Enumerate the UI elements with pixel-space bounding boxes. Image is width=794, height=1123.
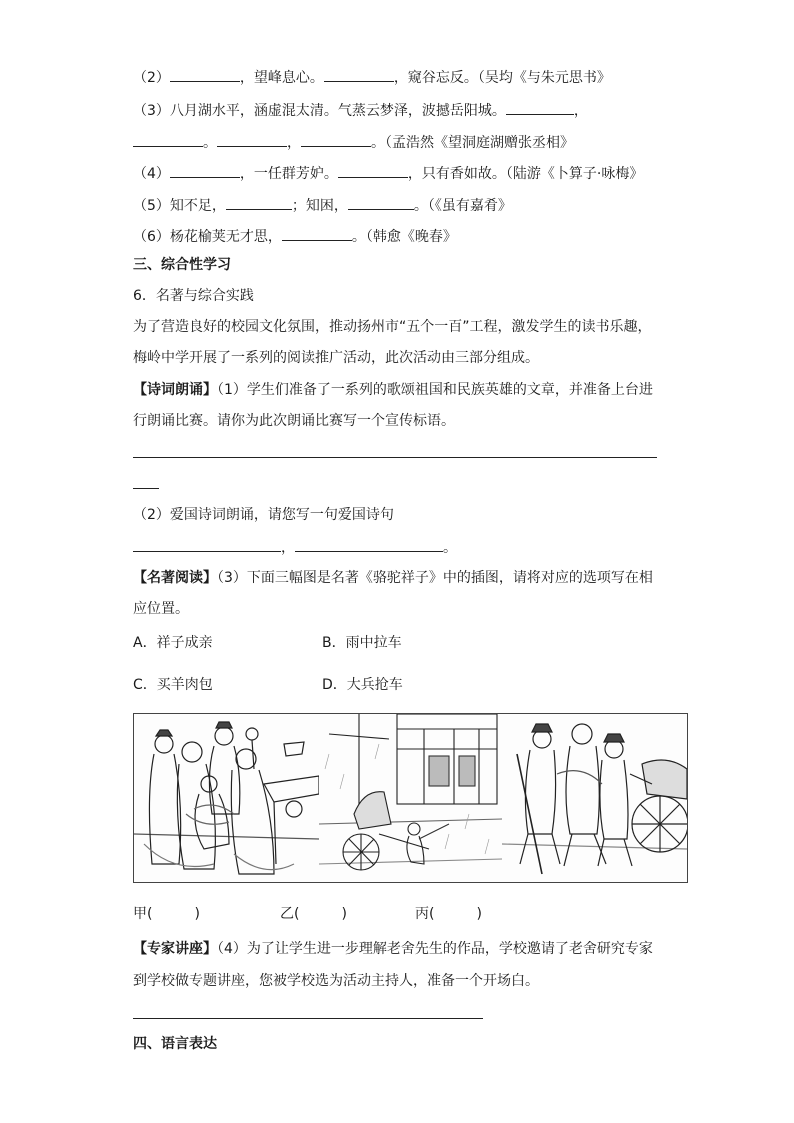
section-heading: 四、语言表达 — [133, 1036, 217, 1052]
part-1-line-2: 行朗诵比赛。请你为此次朗诵比赛写一个宣传标语。 — [133, 413, 455, 429]
question-2: （2） ，望峰息心。 ，窥谷忘反。（吴均《与朱元思书》 — [133, 66, 611, 88]
answer-blank[interactable] — [301, 131, 371, 147]
intro-line-2: 梅岭中学开展了一系列的阅读推广活动，此次活动由三部分组成。 — [133, 350, 539, 366]
answer-blank[interactable] — [348, 194, 414, 210]
section-heading: 三、综合性学习 — [133, 257, 231, 273]
illustration-strip — [133, 713, 688, 883]
answer-blank[interactable] — [133, 536, 281, 552]
answer-blank[interactable] — [506, 99, 574, 115]
answer-blank[interactable] — [338, 162, 408, 178]
answer-line[interactable] — [133, 1018, 483, 1019]
answer-blank[interactable] — [133, 131, 203, 147]
part-4-line-1: 【专家讲座】（4）为了让学生进一步理解老舍先生的作品，学校邀请了老舍研究专家 — [133, 941, 653, 957]
part-1-line-1: 【诗词朗诵】（1）学生们准备了一系列的歌颂祖国和民族英雄的文章，并准备上台进 — [133, 382, 653, 398]
label-yi[interactable]: 乙( ) — [280, 906, 347, 922]
part-3-line-2: 应位置。 — [133, 601, 189, 617]
intro-line-1: 为了营造良好的校园文化氛围，推动扬州市“五个一百”工程，激发学生的读书乐趣， — [133, 319, 652, 335]
option-c: C．买羊肉包 — [133, 677, 213, 693]
question-6: （6）杨花榆荚无才思， 。（韩愈《晚春》 — [133, 225, 457, 247]
option-b: B．雨中拉车 — [322, 635, 402, 651]
answer-blank[interactable] — [170, 66, 240, 82]
option-a: A．祥子成亲 — [133, 635, 213, 651]
answer-line[interactable] — [133, 457, 657, 458]
part-2-answer: ， 。 — [133, 536, 457, 558]
illustration-yi — [319, 714, 503, 882]
answer-blank[interactable] — [295, 536, 443, 552]
answer-blank[interactable] — [282, 225, 352, 241]
label-jia[interactable]: 甲( ) — [133, 906, 200, 922]
question-3: （3）八月湖水平，涵虚混太清。气蒸云梦泽，波撼岳阳城。 ， — [133, 99, 588, 121]
question-4: （4） ，一任群芳妒。 ，只有香如故。（陆游《卜算子·咏梅》 — [133, 162, 643, 184]
question-5: （5）知不足， ；知困， 。（《虽有嘉肴》 — [133, 194, 512, 216]
answer-blank[interactable] — [324, 66, 394, 82]
part-3-line-1: 【名著阅读】（3）下面三幅图是名著《骆驼祥子》中的插图，请将对应的选项写在相 — [133, 570, 653, 586]
part-4-line-2: 到学校做专题讲座，您被学校选为活动主持人，准备一个开场白。 — [133, 973, 539, 989]
answer-line-end[interactable] — [133, 488, 159, 489]
item-title: 6．名著与综合实践 — [133, 288, 254, 304]
answer-blank[interactable] — [217, 131, 287, 147]
illustration-jia — [134, 714, 320, 882]
illustration-bing — [502, 714, 687, 882]
option-d: D．大兵抢车 — [322, 677, 403, 693]
question-3-cont: 。 ， 。（孟浩然《望洞庭湖赠张丞相》 — [133, 131, 574, 153]
answer-blank[interactable] — [170, 162, 240, 178]
label-bing[interactable]: 丙( ) — [415, 906, 482, 922]
answer-blank[interactable] — [226, 194, 292, 210]
part-2: （2）爱国诗词朗诵，请您写一句爱国诗句 — [133, 507, 394, 523]
